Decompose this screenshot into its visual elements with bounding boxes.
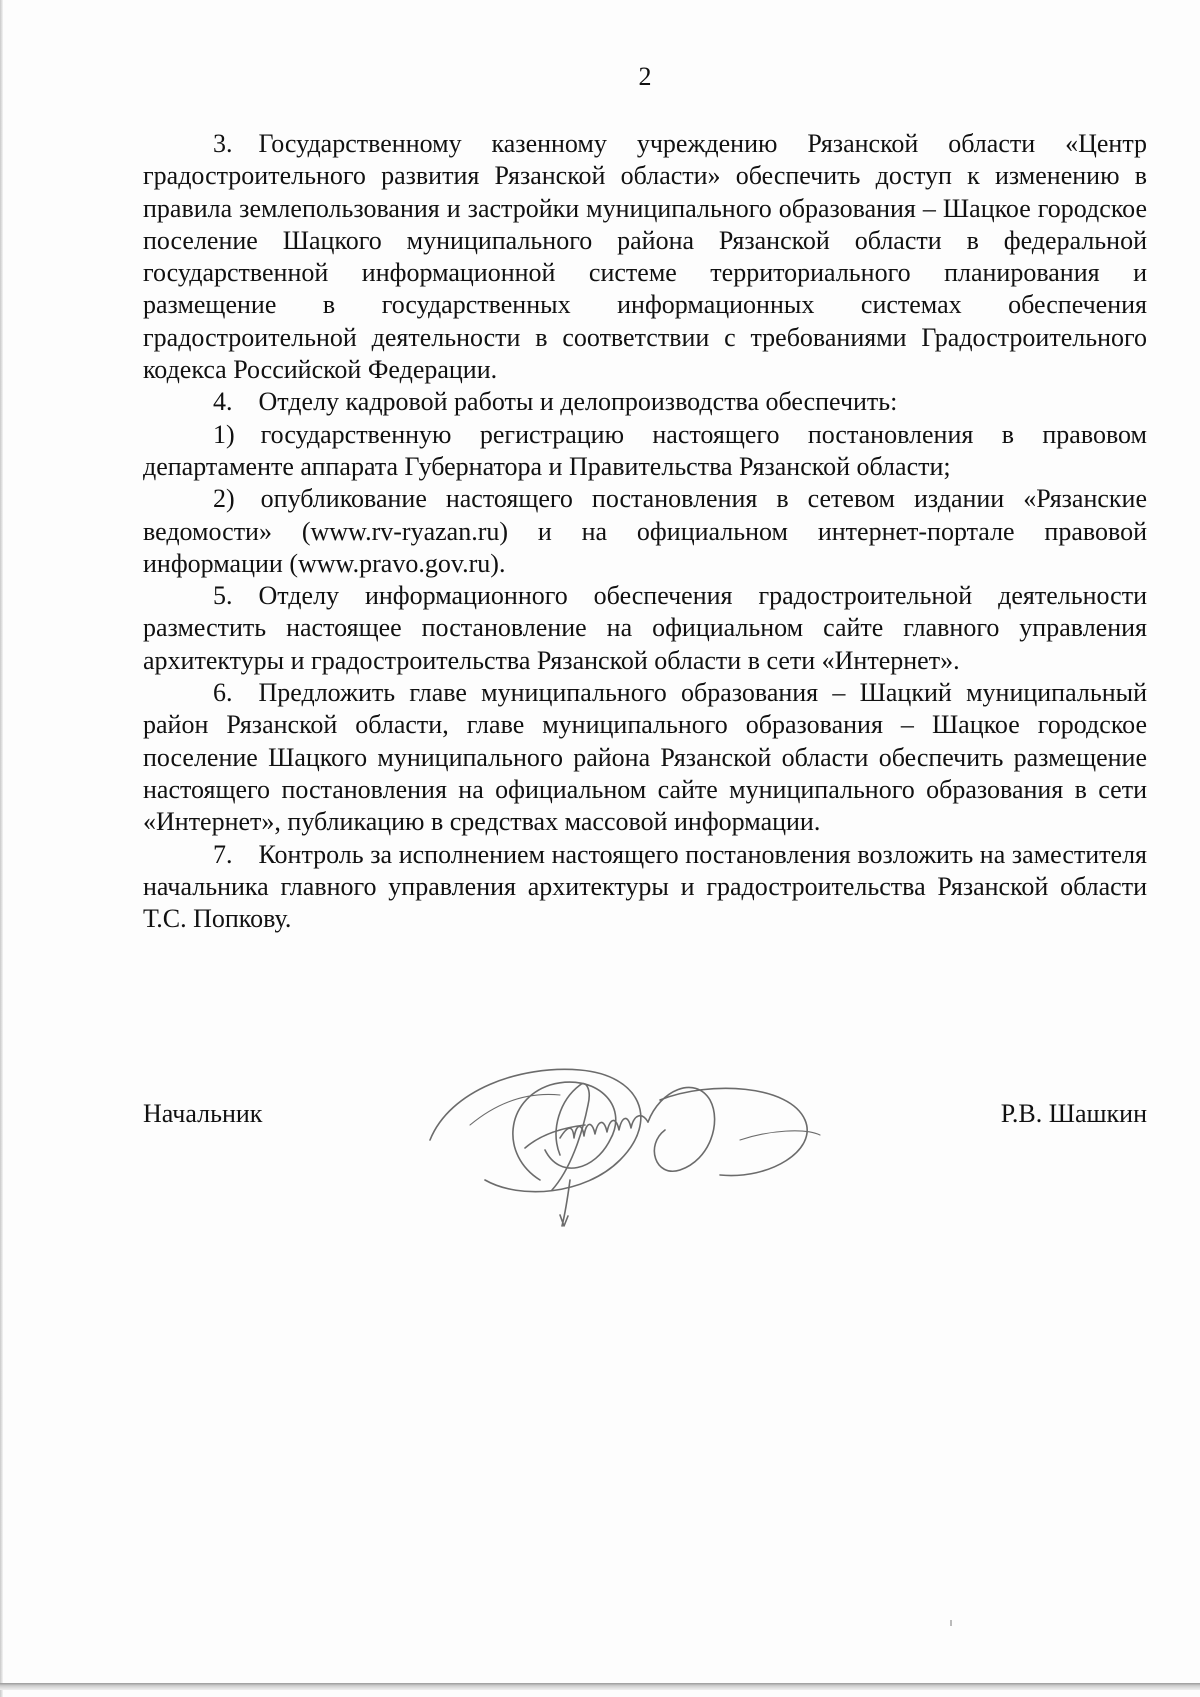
scan-bottom-edge <box>0 1683 1200 1690</box>
scan-left-edge <box>0 0 3 1697</box>
paragraph-6: 6. Предложить главе муниципального образования – Шацкий муниципальный район Рязанской области, главе муниципального образования – Шацкое городское поселение Шацкого муниципального района Рязанской области обеспечить размещение настоящего постановления на официальном сайте муниципального образования в сети «Интернет», публикацию в средствах массовой информации. <box>143 678 1147 837</box>
paragraph-5: 5. Отделу информационного обеспечения градостроительной деятельности разместить настоящее постановление на официальном сайте главного управления архитектуры и градостроительства Рязанской области в сети «Интернет». <box>143 581 1147 675</box>
paragraph-3: 3. Государственному казенному учреждению Рязанской области «Центр градостроительного развития Рязанской области» обеспечить доступ к изменению в правила землепользования и застройки муниципального образования – Шацкое городское поселение Шацкого муниципального района Рязанской области в федеральной государственной информационной системе территориального планирования и размещение в государственных информационных системах обеспечения градостроительной деятельности в соответствии с требованиями Градостроительного кодекса Российской Федерации. <box>143 129 1147 385</box>
handwritten-signature <box>410 1030 870 1230</box>
paragraph-4: 4. Отделу кадровой работы и делопроизводства обеспечить: <box>213 387 898 417</box>
document-body <box>143 128 1147 935</box>
signatory-name: Р.В. Шашкин <box>1000 1099 1147 1128</box>
paragraph-4-1: 1) государственную регистрацию настоящего постановления в правовом департаменте аппарата Губернатора и Правительства Рязанской области; <box>143 419 1147 481</box>
paragraph-4-2: 2) опубликование настоящего постановления в сетевом издании «Рязанские ведомости» (www.rv-ryazan.ru) и на официальном интернет-портале правовой информации (www.pravo.gov.ru). <box>143 484 1147 578</box>
paragraph-7: 7. Контроль за исполнением настоящего постановления возложить на заместителя начальника главного управления архитектуры и градостроительства Рязанской области Т.С. Попкову. <box>143 839 1147 934</box>
signatory-title: Начальник <box>143 1099 263 1128</box>
page-number: 2 <box>638 62 652 91</box>
scan-artifact <box>950 1620 952 1626</box>
